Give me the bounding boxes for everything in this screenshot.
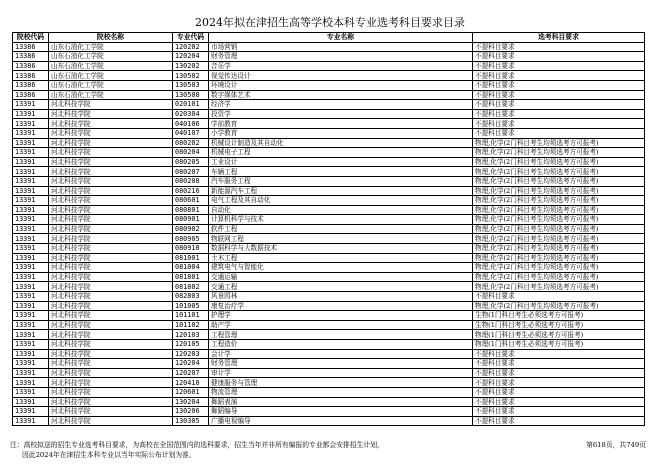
- table-row: [13, 253, 645, 263]
- cell-school-code: 13391: [13, 416, 49, 426]
- cell-school-code: 13391: [13, 224, 49, 234]
- cell-school-code: 13391: [13, 109, 49, 119]
- cell-school-code: 13391: [13, 253, 49, 263]
- cell-requirement: 物理,化学(2门科目考生均须选考方可报考): [473, 224, 645, 234]
- cell-major-code: 120203: [173, 349, 209, 359]
- table-row: [13, 234, 645, 244]
- cell-school-code: 13391: [13, 167, 49, 177]
- cell-school-name: 河北科技学院: [49, 320, 173, 330]
- cell-requirement: 物理,化学(2门科目考生均须选考方可报考): [473, 176, 645, 186]
- cell-school-name: 河北科技学院: [49, 330, 173, 340]
- cell-major-name: 自动化: [209, 205, 473, 215]
- cell-school-code: 13391: [13, 378, 49, 388]
- table-row: [13, 330, 645, 340]
- footnote-line-2: 因此2024年在津招生本科专业以当年实际公布计划为准。: [22, 451, 196, 459]
- cell-school-name: 河北科技学院: [49, 109, 173, 119]
- header-school-code: 院校代码: [13, 33, 49, 43]
- cell-requirement: 不提科目要求: [473, 42, 645, 52]
- cell-major-name: 新能源汽车工程: [209, 186, 473, 196]
- cell-major-name: 车辆工程: [209, 167, 473, 177]
- cell-major-code: 120202: [173, 42, 209, 52]
- cell-major-code: 120601: [173, 387, 209, 397]
- cell-school-name: 河北科技学院: [49, 407, 173, 417]
- table-row: [13, 272, 645, 282]
- cell-major-name: 会计学: [209, 349, 473, 359]
- cell-school-code: 13391: [13, 282, 49, 292]
- cell-requirement: 物理,化学(2门科目考生均须选考方可报考): [473, 253, 645, 263]
- cell-major-code: 130502: [173, 71, 209, 81]
- cell-school-name: 河北科技学院: [49, 282, 173, 292]
- cell-school-code: 13391: [13, 138, 49, 148]
- cell-major-code: 081001: [173, 253, 209, 263]
- table-row: [13, 416, 645, 426]
- table-row: [13, 61, 645, 71]
- cell-school-code: 13391: [13, 234, 49, 244]
- cell-school-code: 13386: [13, 42, 49, 52]
- cell-major-code: 101102: [173, 320, 209, 330]
- cell-requirement: 不提科目要求: [473, 128, 645, 138]
- cell-major-name: 助产学: [209, 320, 473, 330]
- header-major-name: 专业名称: [209, 33, 473, 43]
- table-row: [13, 138, 645, 148]
- cell-school-name: 山东石油化工学院: [49, 61, 173, 71]
- cell-school-code: 13391: [13, 387, 49, 397]
- table-row: [13, 311, 645, 321]
- cell-major-name: 护理学: [209, 311, 473, 321]
- cell-major-name: 汽车服务工程: [209, 176, 473, 186]
- cell-requirement: 物理,化学(2门科目考生均须选考方可报考): [473, 301, 645, 311]
- cell-major-name: 建筑电气与智能化: [209, 263, 473, 273]
- cell-major-code: 080601: [173, 196, 209, 206]
- cell-requirement: 不提科目要求: [473, 416, 645, 426]
- cell-school-code: 13391: [13, 340, 49, 350]
- cell-school-name: 河北科技学院: [49, 176, 173, 186]
- cell-major-name: 学前教育: [209, 119, 473, 129]
- table-row: [13, 215, 645, 225]
- cell-major-code: 130503: [173, 80, 209, 90]
- cell-major-name: 风景园林: [209, 292, 473, 302]
- cell-school-code: 13391: [13, 196, 49, 206]
- cell-major-code: 080205: [173, 157, 209, 167]
- cell-major-name: 工业设计: [209, 157, 473, 167]
- cell-requirement: 物理,化学(2门科目考生均须选考方可报考): [473, 205, 645, 215]
- cell-school-code: 13386: [13, 52, 49, 62]
- cell-major-code: 081004: [173, 263, 209, 273]
- cell-major-name: 健康服务与管理: [209, 378, 473, 388]
- cell-requirement: 物理,化学(2门科目考生均须选考方可报考): [473, 244, 645, 254]
- cell-major-code: 080202: [173, 138, 209, 148]
- cell-requirement: 不提科目要求: [473, 61, 645, 71]
- table-row: [13, 320, 645, 330]
- cell-school-code: 13391: [13, 301, 49, 311]
- table-row: [13, 71, 645, 81]
- cell-major-code: 130202: [173, 61, 209, 71]
- cell-major-name: 工程管理: [209, 330, 473, 340]
- cell-major-name: 机械设计制造及其自动化: [209, 138, 473, 148]
- cell-major-code: 040107: [173, 128, 209, 138]
- cell-school-code: 13391: [13, 330, 49, 340]
- cell-school-code: 13391: [13, 263, 49, 273]
- table-row: [13, 359, 645, 369]
- cell-major-code: 120204: [173, 52, 209, 62]
- cell-school-name: 山东石油化工学院: [49, 90, 173, 100]
- cell-major-code: 082803: [173, 292, 209, 302]
- cell-major-code: 101101: [173, 311, 209, 321]
- cell-major-name: 环境设计: [209, 80, 473, 90]
- cell-school-name: 河北科技学院: [49, 349, 173, 359]
- cell-school-name: 河北科技学院: [49, 138, 173, 148]
- table-body: [13, 42, 645, 426]
- cell-major-code: 120204: [173, 359, 209, 369]
- header-major-code: 专业代码: [173, 33, 209, 43]
- cell-major-code: 080208: [173, 176, 209, 186]
- table-row: [13, 42, 645, 52]
- cell-major-name: 舞蹈表演: [209, 397, 473, 407]
- cell-major-code: 081801: [173, 272, 209, 282]
- cell-school-name: 河北科技学院: [49, 340, 173, 350]
- cell-requirement: 不提科目要求: [473, 359, 645, 369]
- cell-major-name: 视觉传达设计: [209, 71, 473, 81]
- requirements-table: [12, 32, 645, 426]
- cell-major-code: 080207: [173, 167, 209, 177]
- cell-requirement: 物理,化学(2门科目考生均须选考方可报考): [473, 272, 645, 282]
- cell-requirement: 不提科目要求: [473, 52, 645, 62]
- cell-school-name: 河北科技学院: [49, 416, 173, 426]
- document-title: 2024年拟在津招生高等学校本科专业选考科目要求目录: [195, 16, 465, 29]
- cell-school-code: 13386: [13, 61, 49, 71]
- cell-major-code: 080902: [173, 224, 209, 234]
- cell-school-name: 河北科技学院: [49, 272, 173, 282]
- cell-school-name: 河北科技学院: [49, 244, 173, 254]
- cell-school-name: 河北科技学院: [49, 263, 173, 273]
- table-row: [13, 282, 645, 292]
- table-row: [13, 407, 645, 417]
- table-row: [13, 90, 645, 100]
- cell-requirement: 物理(1门科目考生必须选考方可报考): [473, 340, 645, 350]
- cell-school-code: 13391: [13, 100, 49, 110]
- cell-major-name: 舞蹈编导: [209, 407, 473, 417]
- cell-major-name: 市场营销: [209, 42, 473, 52]
- cell-requirement: 不提科目要求: [473, 100, 645, 110]
- cell-requirement: 生物(1门科目考生必须选考方可报考): [473, 311, 645, 321]
- cell-school-name: 河北科技学院: [49, 378, 173, 388]
- cell-school-code: 13391: [13, 186, 49, 196]
- cell-school-name: 河北科技学院: [49, 311, 173, 321]
- cell-major-code: 081802: [173, 282, 209, 292]
- table-row: [13, 340, 645, 350]
- footnote: [10, 440, 530, 460]
- table-row: [13, 128, 645, 138]
- cell-major-name: 数字媒体艺术: [209, 90, 473, 100]
- cell-major-name: 工程造价: [209, 340, 473, 350]
- table-row: [13, 387, 645, 397]
- table-row: [13, 148, 645, 158]
- cell-school-name: 河北科技学院: [49, 196, 173, 206]
- cell-requirement: 不提科目要求: [473, 378, 645, 388]
- cell-school-code: 13391: [13, 292, 49, 302]
- cell-major-name: 计算机科学与技术: [209, 215, 473, 225]
- cell-major-name: 小学教育: [209, 128, 473, 138]
- cell-requirement: 不提科目要求: [473, 397, 645, 407]
- cell-school-code: 13386: [13, 80, 49, 90]
- cell-school-name: 河北科技学院: [49, 387, 173, 397]
- cell-school-code: 13391: [13, 128, 49, 138]
- cell-requirement: 物理,化学(2门科目考生均须选考方可报考): [473, 157, 645, 167]
- cell-requirement: 不提科目要求: [473, 292, 645, 302]
- cell-major-code: 120207: [173, 368, 209, 378]
- table-header-row: [13, 33, 645, 43]
- cell-major-code: 130305: [173, 416, 209, 426]
- cell-school-name: 河北科技学院: [49, 368, 173, 378]
- cell-major-name: 电气工程及其自动化: [209, 196, 473, 206]
- table-row: [13, 100, 645, 110]
- cell-major-name: 康复治疗学: [209, 301, 473, 311]
- cell-school-name: 河北科技学院: [49, 224, 173, 234]
- cell-school-code: 13391: [13, 215, 49, 225]
- cell-requirement: 不提科目要求: [473, 71, 645, 81]
- cell-requirement: 物理,化学(2门科目考生均须选考方可报考): [473, 148, 645, 158]
- cell-major-code: 120410: [173, 378, 209, 388]
- cell-school-name: 河北科技学院: [49, 215, 173, 225]
- cell-major-code: 040106: [173, 119, 209, 129]
- cell-school-code: 13391: [13, 272, 49, 282]
- cell-school-code: 13391: [13, 311, 49, 321]
- cell-requirement: 物理,化学(2门科目考生均须选考方可报考): [473, 215, 645, 225]
- cell-school-name: 河北科技学院: [49, 292, 173, 302]
- table-row: [13, 292, 645, 302]
- cell-major-name: 财务管理: [209, 52, 473, 62]
- cell-major-name: 物流管理: [209, 387, 473, 397]
- cell-major-code: 120103: [173, 330, 209, 340]
- cell-school-name: 河北科技学院: [49, 100, 173, 110]
- cell-requirement: 物理,化学(2门科目考生均须选考方可报考): [473, 196, 645, 206]
- cell-school-name: 河北科技学院: [49, 186, 173, 196]
- table-row: [13, 263, 645, 273]
- table-row: [13, 301, 645, 311]
- cell-school-name: 河北科技学院: [49, 205, 173, 215]
- cell-school-name: 山东石油化工学院: [49, 52, 173, 62]
- cell-school-code: 13391: [13, 407, 49, 417]
- cell-school-code: 13391: [13, 349, 49, 359]
- table-row: [13, 224, 645, 234]
- footnote-line-1: 注：高校拟送的招生专业选考科目要求，为高校在全国范围内的选科要求，招生当年并非所有编报的专业都会安排招生计划，: [10, 441, 384, 449]
- cell-major-name: 交通运输: [209, 272, 473, 282]
- cell-major-name: 交通工程: [209, 282, 473, 292]
- cell-school-code: 13391: [13, 397, 49, 407]
- cell-major-name: 广播电视编导: [209, 416, 473, 426]
- cell-school-code: 13391: [13, 368, 49, 378]
- cell-requirement: 不提科目要求: [473, 119, 645, 129]
- cell-major-name: 软件工程: [209, 224, 473, 234]
- cell-major-name: 投资学: [209, 109, 473, 119]
- table-row: [13, 157, 645, 167]
- cell-school-code: 13386: [13, 71, 49, 81]
- table-row: [13, 52, 645, 62]
- table-row: [13, 176, 645, 186]
- cell-major-code: 080801: [173, 205, 209, 215]
- cell-school-name: 河北科技学院: [49, 253, 173, 263]
- cell-school-code: 13391: [13, 176, 49, 186]
- header-requirement: 选考科目要求: [473, 33, 645, 43]
- table-row: [13, 80, 645, 90]
- cell-school-code: 13391: [13, 359, 49, 369]
- cell-requirement: 不提科目要求: [473, 349, 645, 359]
- cell-school-name: 河北科技学院: [49, 157, 173, 167]
- page-number: 第618页，共749页: [586, 441, 646, 449]
- cell-requirement: 不提科目要求: [473, 368, 645, 378]
- table-row: [13, 109, 645, 119]
- cell-major-code: 101005: [173, 301, 209, 311]
- cell-requirement: 物理,化学(2门科目考生均须选考方可报考): [473, 282, 645, 292]
- cell-major-name: 物联网工程: [209, 234, 473, 244]
- table-row: [13, 119, 645, 129]
- cell-school-code: 13391: [13, 320, 49, 330]
- table-row: [13, 205, 645, 215]
- table-row: [13, 186, 645, 196]
- cell-school-name: 河北科技学院: [49, 234, 173, 244]
- cell-school-code: 13391: [13, 148, 49, 158]
- cell-school-code: 13386: [13, 90, 49, 100]
- cell-school-code: 13391: [13, 205, 49, 215]
- cell-school-code: 13391: [13, 244, 49, 254]
- cell-school-name: 山东石油化工学院: [49, 71, 173, 81]
- cell-requirement: 生物(1门科目考生必须选考方可报考): [473, 320, 645, 330]
- cell-school-name: 河北科技学院: [49, 397, 173, 407]
- cell-major-name: 机械电子工程: [209, 148, 473, 158]
- cell-school-name: 河北科技学院: [49, 119, 173, 129]
- cell-major-name: 土木工程: [209, 253, 473, 263]
- cell-major-name: 音乐学: [209, 61, 473, 71]
- cell-requirement: 物理,化学(2门科目考生均须选考方可报考): [473, 263, 645, 273]
- cell-major-code: 080901: [173, 215, 209, 225]
- cell-major-name: 审计学: [209, 368, 473, 378]
- cell-major-code: 130508: [173, 90, 209, 100]
- table-row: [13, 378, 645, 388]
- cell-requirement: 不提科目要求: [473, 90, 645, 100]
- cell-requirement: 物理,化学(2门科目考生均须选考方可报考): [473, 138, 645, 148]
- cell-major-code: 130204: [173, 397, 209, 407]
- cell-school-code: 13391: [13, 157, 49, 167]
- table-row: [13, 397, 645, 407]
- cell-requirement: 不提科目要求: [473, 387, 645, 397]
- cell-major-code: 020304: [173, 109, 209, 119]
- cell-major-code: 020101: [173, 100, 209, 110]
- cell-school-name: 河北科技学院: [49, 148, 173, 158]
- cell-requirement: 物理(1门科目考生必须选考方可报考): [473, 330, 645, 340]
- cell-major-code: 120105: [173, 340, 209, 350]
- header-school-name: 院校名称: [49, 33, 173, 43]
- cell-major-code: 080905: [173, 234, 209, 244]
- cell-major-code: 080910: [173, 244, 209, 254]
- cell-major-name: 经济学: [209, 100, 473, 110]
- table-row: [13, 368, 645, 378]
- cell-major-code: 130206: [173, 407, 209, 417]
- cell-school-code: 13391: [13, 119, 49, 129]
- cell-requirement: 物理,化学(2门科目考生均须选考方可报考): [473, 234, 645, 244]
- cell-major-name: 财务管理: [209, 359, 473, 369]
- cell-requirement: 不提科目要求: [473, 109, 645, 119]
- cell-school-name: 河北科技学院: [49, 301, 173, 311]
- cell-school-name: 山东石油化工学院: [49, 42, 173, 52]
- cell-requirement: 不提科目要求: [473, 80, 645, 90]
- cell-major-name: 数据科学与大数据技术: [209, 244, 473, 254]
- cell-school-name: 河北科技学院: [49, 128, 173, 138]
- cell-school-name: 山东石油化工学院: [49, 80, 173, 90]
- table-row: [13, 244, 645, 254]
- cell-major-code: 080204: [173, 148, 209, 158]
- cell-school-name: 河北科技学院: [49, 167, 173, 177]
- table-row: [13, 167, 645, 177]
- cell-requirement: 物理,化学(2门科目考生均须选考方可报考): [473, 186, 645, 196]
- cell-requirement: 物理,化学(2门科目考生均须选考方可报考): [473, 167, 645, 177]
- table-row: [13, 349, 645, 359]
- table-row: [13, 196, 645, 206]
- cell-requirement: 不提科目要求: [473, 407, 645, 417]
- cell-major-code: 080216: [173, 186, 209, 196]
- cell-school-name: 河北科技学院: [49, 359, 173, 369]
